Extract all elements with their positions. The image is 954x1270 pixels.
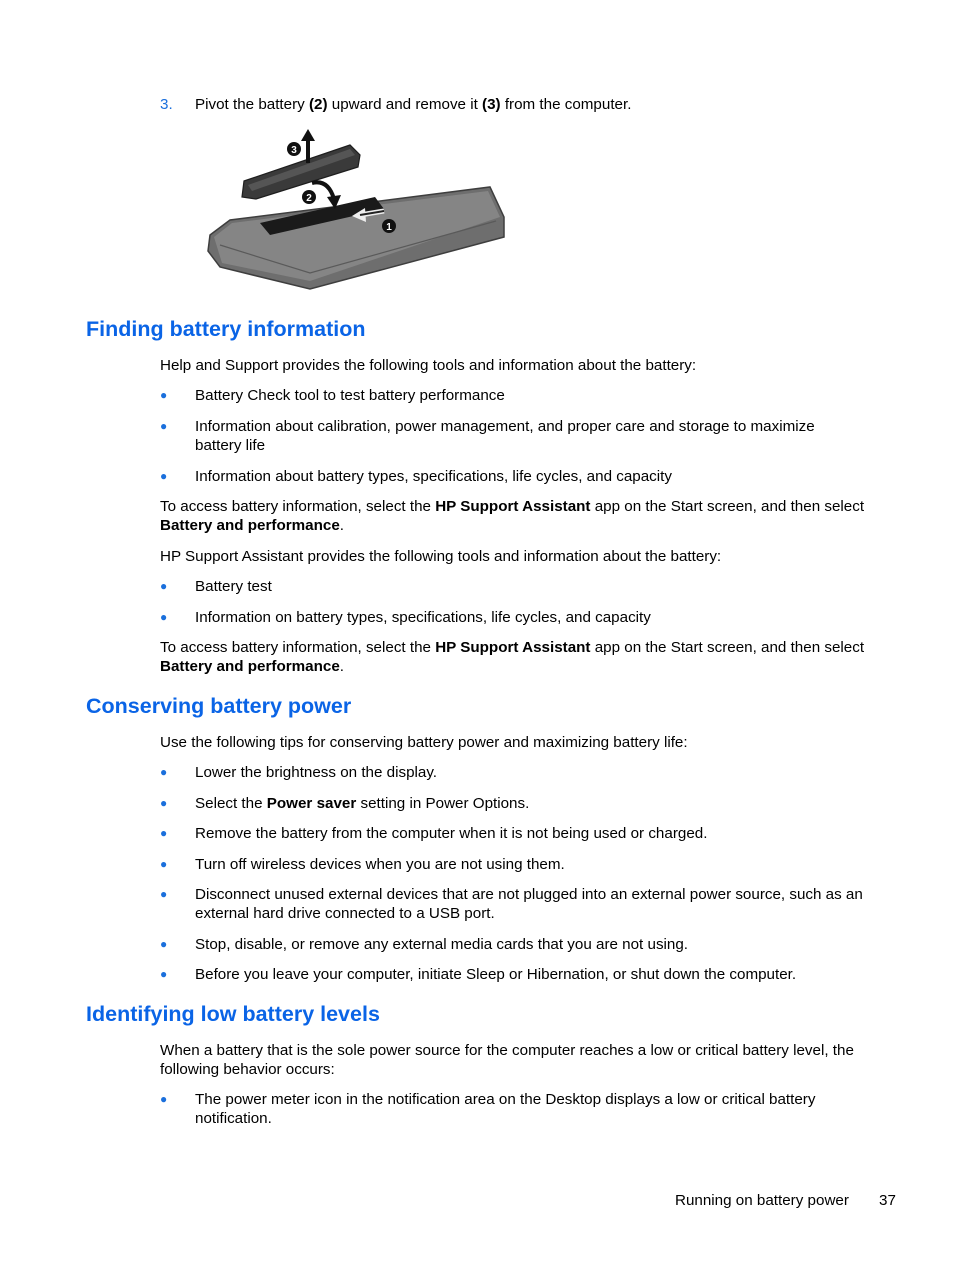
- bullet-icon: ●: [160, 469, 168, 483]
- bullet-icon: ●: [160, 388, 168, 402]
- callout-1-label: 1: [386, 222, 392, 233]
- bullet-icon: ●: [160, 857, 168, 871]
- step-number: 3.: [160, 96, 173, 113]
- step-3-text: Pivot the battery (2) upward and remove it (3) from the computer.: [195, 96, 632, 113]
- page-number: 37: [879, 1192, 896, 1209]
- bullet-icon: ●: [160, 610, 168, 624]
- footer-title: Running on battery power: [675, 1192, 849, 1209]
- bullet-icon: ●: [160, 796, 168, 810]
- section1-access-paragraph-2: To access battery information, select the HP Support Assistant app on the Start screen, and then select Battery and performance.: [160, 639, 865, 675]
- section3-intro: When a battery that is the sole power source for the computer reaches a low or critical battery level, the following behavior occurs:: [160, 1042, 854, 1078]
- bullet-icon: ●: [160, 579, 168, 593]
- bullet-icon: ●: [160, 887, 168, 901]
- bullet-icon: ●: [160, 967, 168, 981]
- callout-3-label: 3: [291, 145, 297, 156]
- bullet-icon: ●: [160, 826, 168, 840]
- section1-intro: Help and Support provides the following tools and information about the battery:: [160, 357, 697, 374]
- bullet-icon: ●: [160, 937, 168, 951]
- bullet-icon: ●: [160, 419, 168, 433]
- section2-intro: Use the following tips for conserving battery power and maximizing battery life:: [160, 734, 688, 751]
- section1-access-paragraph: To access battery information, select the HP Support Assistant app on the Start screen, and then select Battery and performance.: [160, 498, 865, 534]
- battery-removal-figure: [200, 125, 510, 295]
- section-heading-identifying-low-battery-levels: Identifying low battery levels: [86, 1002, 380, 1026]
- step-3: [160, 95, 173, 114]
- section-heading-conserving-battery-power: Conserving battery power: [86, 694, 352, 718]
- bullet-icon: ●: [160, 765, 168, 779]
- section-heading-finding-battery-information: Finding battery information: [86, 317, 366, 341]
- callout-2-label: 2: [306, 193, 312, 204]
- bullet-icon: ●: [160, 1092, 168, 1106]
- section1-intro2: HP Support Assistant provides the following tools and information about the battery:: [160, 548, 722, 565]
